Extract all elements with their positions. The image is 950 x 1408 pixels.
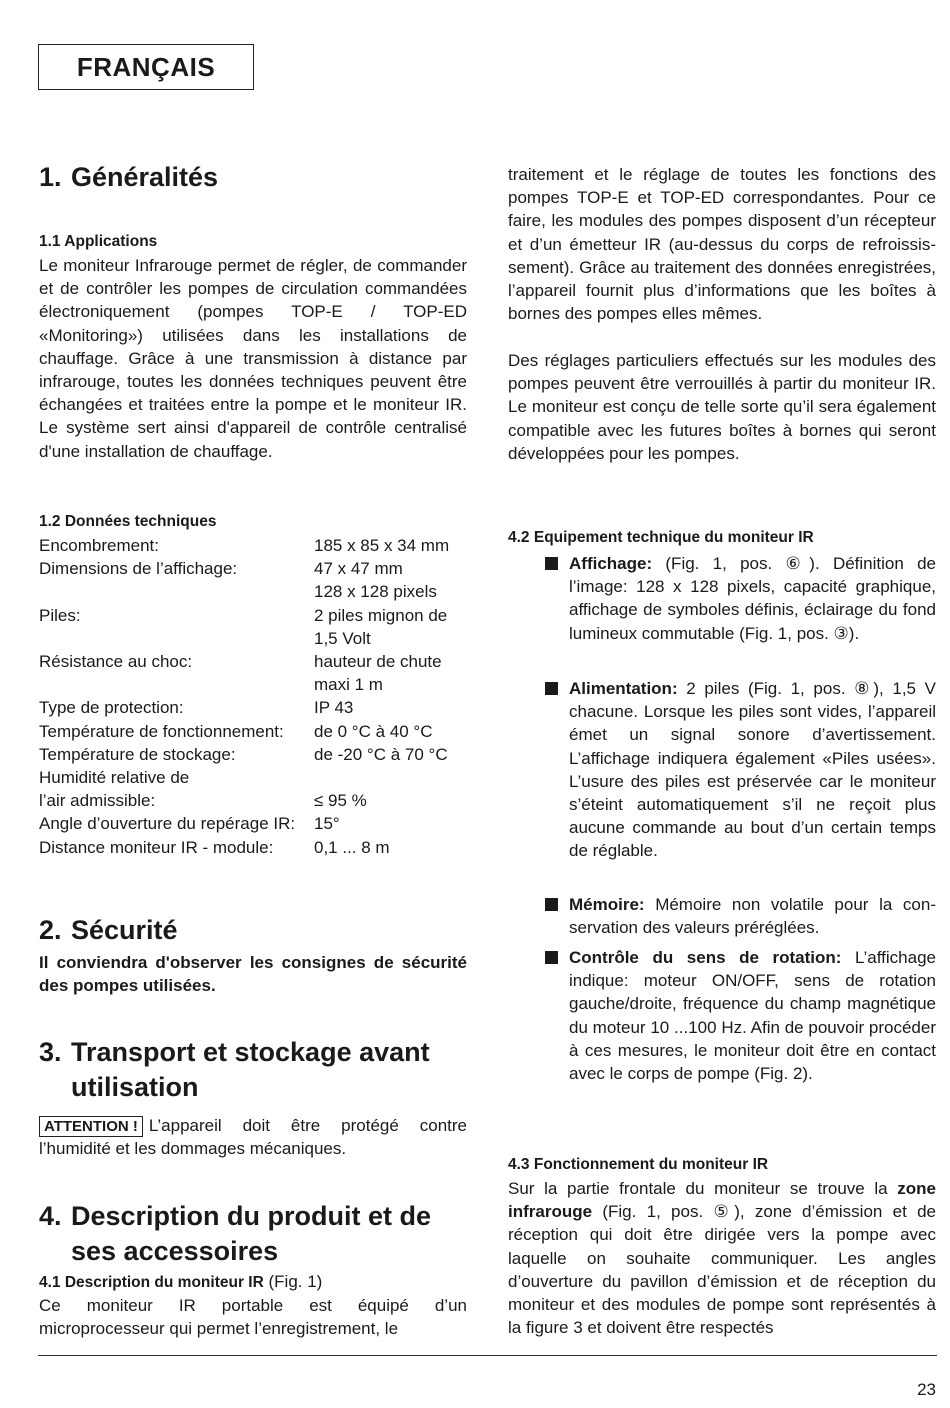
tech-value: ≤ 95 % [314,791,367,811]
tech-value: 185 x 85 x 34 mm [314,536,450,555]
section-1-2-title: 1.2 Données techniques [39,513,217,530]
tech-key [39,580,314,603]
tech-key [39,673,314,696]
tech-row [39,627,479,650]
tech-row [39,789,479,812]
page-number: 23 [917,1380,936,1399]
applications-text: Le moniteur Infrarouge permet de régler, de commander et de contrôler les pompes de circulation commandées électroniquement (pompes TOP-E / TOP-ED «Monitoring») utilisées dans les installations de chauffage. Grâce à une transmission à distance par infrarouge, toutes les données techniques peuvent être échangées et traitées entre la pompe et le moniteur IR. Le système sert ainsi d'appareil de contrôle centralisé d'une installation de chauffage. [39,256,467,461]
bullet-square-icon [545,951,558,964]
bullet-square-icon [545,898,558,911]
tech-row [39,743,479,766]
section-4-1-title: 4.1 Description du moniteur IR (Fig. 1) [39,1272,323,1291]
tech-key: Dimensions de l’affichage: [39,559,238,579]
tech-key: Encombrement: [39,536,159,555]
tech-row [39,836,479,859]
tech-value: hauteur de chute [314,652,442,672]
attention-badge: ATTENTION ! [39,1116,143,1137]
safety-text: Il conviendra d'observer les consignes de sécurité des pompes utilisées. [39,953,467,996]
section-4-2-title: 4.2 Equipement technique du moniteur IR [508,529,814,546]
tech-key [39,627,314,650]
tech-row [39,604,479,627]
section-4-title: 4. Description du produit et de ses accessoires [39,1201,432,1266]
tech-row [39,720,479,743]
bullet-display: Affichage: (Fig. 1, pos. ⑥). Définition de l’image: 128 x 128 pixels, capacité graphique, affichage de symboles définis, éclairage du fond lumineux commutable (Fig. 1, pos. ③). [569,552,936,645]
tech-key: Température de fonctionnement: [39,721,284,741]
tech-key: l’air admissible: [39,791,156,811]
tech-value: 47 x 47 mm [314,559,403,579]
technical-data-table [39,534,479,859]
locking-text: Des réglages particuliers effectués sur les modules des pompes peuvent être verrouillés à partir du moniteur IR. Le moniteur est conçu de telle sorte qu’il sera également compatible avec les futures boîtes à bornes qui seront développées pour les pompes. [508,351,936,463]
bullet-square-icon [545,557,558,570]
tech-value: 1,5 Volt [314,628,371,648]
tech-value: maxi 1 m [314,675,383,695]
tech-row [39,812,479,835]
section-3-title: 3. Transport et stockage avant utilisation [39,1037,430,1102]
tech-value: IP 43 [314,698,354,718]
tech-value: 2 piles mignon de [314,605,448,625]
tech-row [39,766,479,789]
bullet-rotation: Contrôle du sens de rotation: L’affichage indique: moteur ON/OFF, sens de rotation gauche/droite, fréquence du champ magnétique du moteur 10 ...100 Hz. Afin de pouvoir procéder à ces mesures, le moniteur doit être en contact avec le corps de pompe (Fig. 2). [569,946,936,1085]
tech-key: Distance moniteur IR - module: [39,837,274,857]
bullet-power: Alimentation: 2 piles (Fig. 1, pos. ⑧), 1,5 V chacune. Lorsque les piles sont vides, l’appareil émet un signal sonore d’avertissement. L’affichage indiquera également «Piles usées». L’usure des piles est préservée car le moniteur s’éteint automatiquement s’il ne reçoit plus aucune commande au bout d’un certain temps de réglable. [569,677,936,863]
tech-key: Angle d’ouverture du repérage IR: [39,814,296,834]
tech-row [39,696,479,719]
footer-divider [38,1355,937,1356]
operation-text: Sur la partie frontale du moniteur se trouve la zone infrarouge (Fig. 1, pos. ⑤), zone d’émission et de réception qui doit être dirigée vers la pompe avec laquelle on souhaite communiquer. Les angles d’ouverture du pavillon d’émission et de réception du moniteur et des modules de pompe sont représentés à la figure 3 et doivent être respectés [508,1179,936,1338]
bullet-square-icon [545,682,558,695]
transport-text: ATTENTION ! L’appareil doit être protégé contre l’humidité et les dommages mécaniques. [39,1116,467,1159]
tech-value [314,766,479,789]
tech-row [39,650,479,673]
description-text: Ce moniteur IR portable est équipé d’un microprocesseur qui permet l’enregistrement, le [39,1296,467,1339]
tech-value: 128 x 128 pixels [314,582,437,602]
section-1-title: 1. Généralités [39,162,219,192]
tech-value: de 0 °C à 40 °C [314,721,433,741]
section-2-title: 2. Sécurité [39,915,178,945]
tech-key: Humidité relative de [39,768,190,788]
tech-row [39,534,479,557]
tech-value: 15° [314,814,340,834]
description-text-continued: traitement et le réglage de toutes les fonctions des pompes TOP-E et TOP-ED correspondantes. Pour ce faire, les modules des pompes disposent d’un récepteur et d’un émetteur IR (au-dessus du corps de refroississement). Grâce au traitement des données enregistrées, l’appareil fournit plus d’informations que les boîtes à bornes des pompes elles mêmes. [508,165,936,324]
section-4-3-title: 4.3 Fonctionnement du moniteur IR [508,1156,769,1173]
tech-key: Température de stockage: [39,744,236,764]
tech-value: 0,1 ... 8 m [314,837,390,857]
tech-row [39,557,479,580]
tech-row [39,673,479,696]
tech-key: Piles: [39,605,81,625]
tech-key: Type de protection: [39,698,184,718]
tech-key: Résistance au choc: [39,652,193,672]
tech-row [39,580,479,603]
bullet-memory: Mémoire: Mémoire non volatile pour la conservation des valeurs préréglées. [569,893,936,939]
tech-value: de -20 °C à 70 °C [314,744,448,764]
section-1-1-title: 1.1 Applications [39,233,158,250]
language-header: FRANÇAIS [38,44,254,90]
